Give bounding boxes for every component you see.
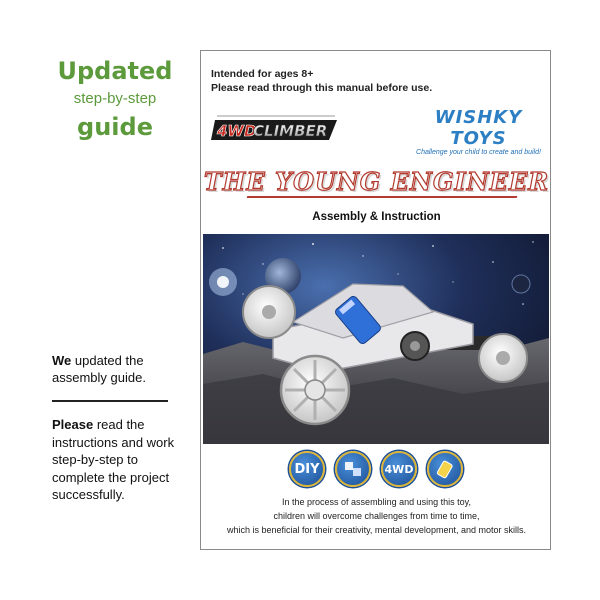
4wd-icon <box>381 451 417 487</box>
svg-text:CLIMBER: CLIMBER <box>253 122 328 140</box>
4wd-icon-label: 4WD <box>384 462 414 476</box>
feature-icons <box>289 451 469 491</box>
instructions-note-text: read the instructions and work step-by-step to complete the project successfully. <box>52 417 175 502</box>
heading-updated: Updated <box>57 57 173 85</box>
update-note-text: updated the assembly guide. <box>52 353 146 385</box>
manual-description <box>201 495 551 537</box>
brand-block <box>411 107 546 156</box>
instructions-note <box>52 416 192 504</box>
product-photo <box>203 234 549 444</box>
updated-guide-heading <box>40 56 190 142</box>
manual-subtitle: Assembly & Instruction <box>312 211 441 223</box>
brand-name: WISHKY TOYS <box>434 107 523 149</box>
svg-text:4WD: 4WD <box>217 122 257 140</box>
parts-icon <box>335 451 371 487</box>
description-line-1: In the process of assembling and using this toy, <box>282 497 471 507</box>
update-note <box>52 352 187 386</box>
description-line-2: children will overcome challenges from time to time, <box>273 511 480 521</box>
manual-cover <box>200 50 551 550</box>
update-note-lead: We <box>52 353 72 368</box>
instructions-note-lead: Please <box>52 417 94 432</box>
heading-step-by-step: step-by-step <box>73 90 157 107</box>
brand-tagline: Challenge your child to create and build! <box>416 149 541 156</box>
age-line: Intended for ages 8+ <box>211 68 314 80</box>
manual-title: THE YOUNG ENGINEER <box>203 167 550 196</box>
read-line: Please read through this manual before use. <box>211 82 433 94</box>
battery-icon <box>427 451 463 487</box>
divider <box>52 400 168 402</box>
heading-guide: guide <box>77 113 153 141</box>
description-line-3: which is beneficial for their creativity, mental development, and motor skills. <box>227 525 526 535</box>
diy-icon-label: DIY <box>294 461 320 477</box>
4wd-climber-logo <box>209 111 339 143</box>
title-underline <box>247 196 518 198</box>
manual-intro <box>211 67 432 95</box>
diy-icon <box>289 451 325 487</box>
